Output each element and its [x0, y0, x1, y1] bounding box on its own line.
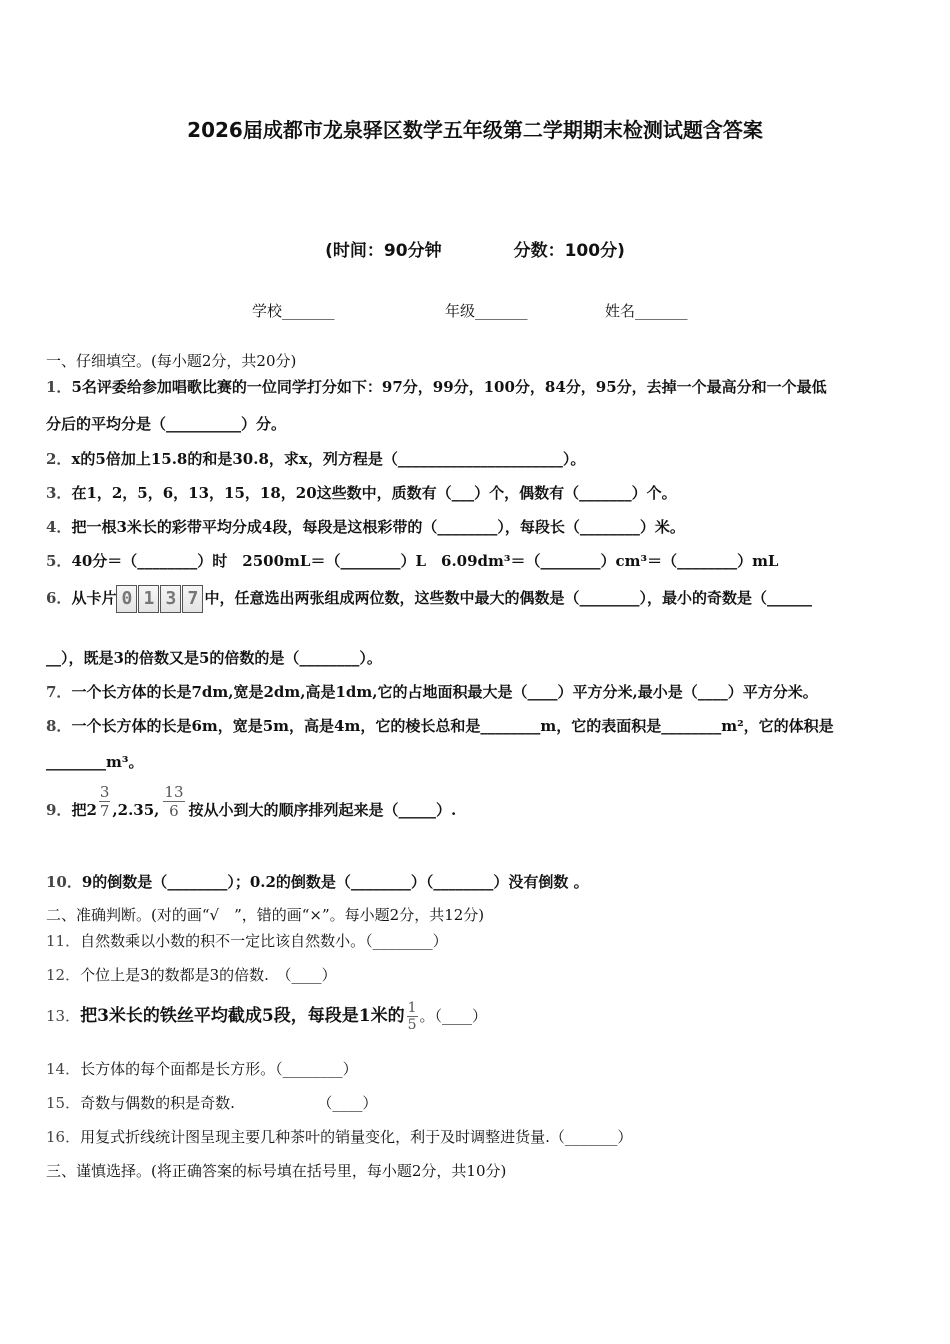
question-7	[46, 681, 818, 702]
question-text: 一个长方体的长是7dm,宽是2dm,高是1dm,它的占地面积最大是（____）平方分米,最小是（____）平方分米。	[71, 683, 818, 701]
question-text: 按从小到大的顺序排列起来是（_____）.	[188, 801, 457, 819]
question-text: 用复式折线统计图呈现主要几种茶叶的销量变化，利于及时调整进货量.（_______）	[80, 1128, 633, 1146]
question-number: 11．	[46, 932, 81, 950]
school-field: 学校_______	[252, 302, 335, 320]
question-14	[46, 1058, 358, 1079]
question-number: 8．	[46, 717, 72, 735]
question-11	[46, 930, 448, 951]
question-text: 在1，2，5，6，13，15，18，20这些数中，质数有（___）个，偶数有（_______）个。	[71, 484, 677, 502]
question-number: 5．	[46, 552, 72, 570]
question-number: 7．	[46, 683, 72, 701]
question-number: 1．	[46, 378, 72, 396]
time-label: (时间：90分钟	[325, 241, 442, 261]
question-number: 4．	[46, 518, 72, 536]
question-1-line-1	[46, 376, 827, 397]
question-text: 长方体的每个面都是长方形。（________）	[80, 1060, 358, 1078]
question-text: 从卡片	[71, 589, 117, 607]
number-card: 3	[160, 585, 181, 613]
score-label: 分数：100分)	[513, 241, 625, 261]
section1-heading: 一、仔细填空。(每小题2分，共20分)	[46, 352, 297, 370]
question-text: 把3米长的铁丝平均截成5段，每段是1米的	[80, 1006, 405, 1026]
question-1-line-2: 分后的平均分是（__________）分。	[46, 415, 287, 433]
denominator: 6	[169, 801, 179, 820]
question-number: 6．	[46, 589, 72, 607]
fraction	[99, 783, 111, 820]
question-12	[46, 964, 336, 985]
question-text: 40分＝（________）时 2500mL＝（________）L 6.09dm³＝（________）cm³＝（________）mL	[71, 552, 779, 570]
denominator: 5	[407, 1017, 417, 1033]
question-text: 。（____）	[419, 1007, 488, 1025]
numerator: 3	[99, 782, 110, 801]
fraction	[163, 783, 184, 820]
question-text: 一个长方体的长是6m，宽是5m，高是4m，它的棱长总和是________m，它的表面积是________m²，它的体积是	[71, 717, 834, 735]
question-text: x的5倍加上15.8的和是30.8，求x，列方程是（______________________）。	[71, 450, 586, 468]
denominator: 7	[99, 801, 110, 820]
question-13	[46, 996, 487, 1036]
question-number: 3．	[46, 484, 72, 502]
question-text: 把一根3米长的彩带平均分成4段，每段是这根彩带的（________），每段长（________）米。	[71, 518, 685, 536]
question-9	[46, 782, 457, 834]
question-number: 9．	[46, 801, 72, 819]
exam-subtitle	[0, 236, 950, 261]
question-5	[46, 550, 778, 571]
question-text: 自然数乘以小数的积不一定比该自然数小。（________）	[80, 932, 448, 950]
question-8-line-2: ________m³。	[46, 753, 144, 771]
question-2	[46, 448, 585, 469]
question-number: 13．	[46, 1007, 81, 1025]
question-number: 12．	[46, 966, 81, 984]
question-number: 15．	[46, 1094, 81, 1112]
question-text: 个位上是3的数都是3的倍数. （____）	[80, 966, 337, 984]
number-cards	[116, 584, 204, 614]
question-3	[46, 482, 677, 503]
question-10	[46, 871, 589, 892]
number-card: 0	[116, 585, 137, 613]
number-card: 7	[182, 585, 203, 613]
fraction	[407, 1000, 418, 1033]
question-text: 5名评委给参加唱歌比赛的一位同学打分如下：97分，99分，100分，84分，95分，去掉一个最高分和一个最低	[71, 378, 827, 396]
question-text: 中，任意选出两张组成两位数，这些数中最大的偶数是（________），最小的奇数是（______	[204, 589, 812, 607]
question-number: 10．	[46, 873, 82, 891]
question-number: 2．	[46, 450, 72, 468]
numerator: 1	[407, 1000, 417, 1016]
section3-heading: 三、谨慎选择。(将正确答案的标号填在括号里，每小题2分，共10分)	[46, 1162, 507, 1180]
grade-field: 年级_______	[445, 302, 528, 320]
numerator: 13	[164, 782, 184, 801]
question-4	[46, 516, 685, 537]
question-text: ,2.35,	[112, 801, 160, 819]
question-16	[46, 1126, 632, 1147]
question-6-line-2: __），既是3的倍数又是5的倍数的是（________）。	[46, 649, 382, 667]
question-text: 奇数与偶数的积是奇数. （____）	[80, 1094, 378, 1112]
name-field: 姓名_______	[605, 302, 688, 320]
question-6-line-1	[46, 583, 812, 614]
section2-heading: 二、准确判断。(对的画“√ ”，错的画“×”。每小题2分，共12分)	[46, 906, 485, 924]
exam-title: 2026届成都市龙泉驿区数学五年级第二学期期末检测试题含答案	[187, 118, 763, 142]
question-text: 把2	[71, 801, 97, 819]
question-8-line-1	[46, 715, 834, 736]
question-number: 16．	[46, 1128, 81, 1146]
number-card: 1	[138, 585, 159, 613]
question-number: 14．	[46, 1060, 81, 1078]
question-15	[46, 1092, 377, 1113]
question-text: 9的倒数是（________）；0.2的倒数是（________）（________）没有倒数 。	[81, 873, 589, 891]
